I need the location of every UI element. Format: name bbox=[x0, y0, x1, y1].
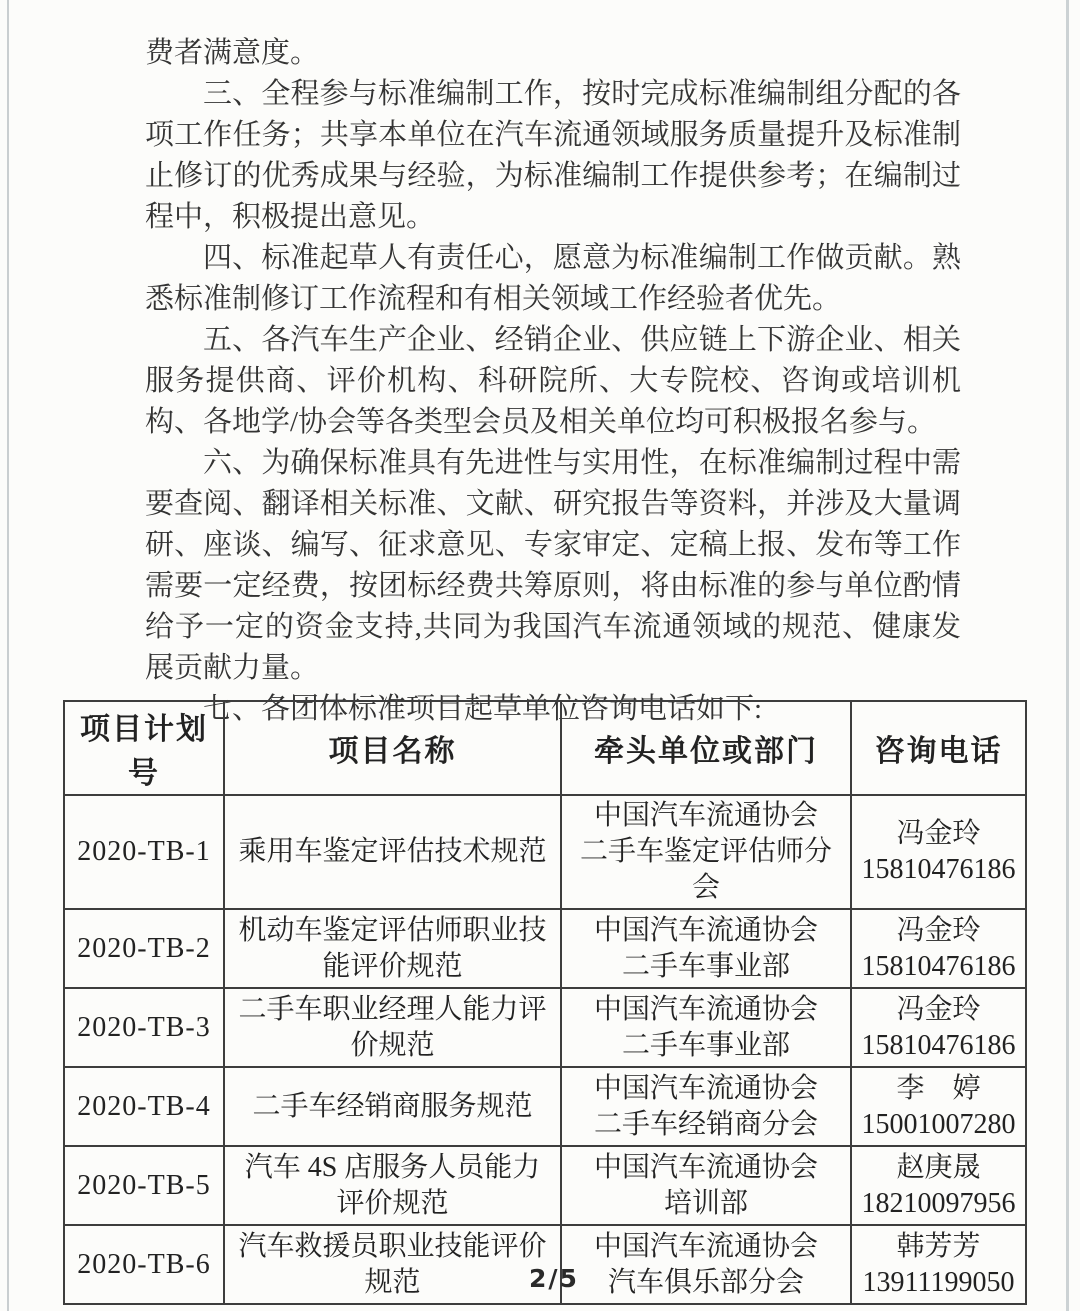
lead-unit-line2: 培训部 bbox=[663, 1187, 748, 1219]
contact-name: 冯金玲 bbox=[896, 993, 981, 1025]
cell-plan-no: 2020-TB-2 bbox=[64, 909, 224, 988]
paragraph-item-3: 三、全程参与标准编制工作，按时完成标准编制组分配的各项工作任务；共享本单位在汽车流通领域服务质量提升及标准制止修订的优秀成果与经验，为标准编制工作提供参考；在编制过程中，积极提出意见。 bbox=[145, 78, 961, 233]
cell-plan-no: 2020-TB-6 bbox=[64, 1225, 224, 1304]
cell-contact bbox=[851, 1067, 1026, 1146]
cell-plan-no: 2020-TB-1 bbox=[64, 795, 224, 909]
table-row bbox=[64, 909, 1026, 988]
lead-unit-line2: 二手车鉴定评估师分会 bbox=[579, 836, 832, 903]
lead-unit-line2: 二手车事业部 bbox=[621, 950, 790, 982]
contact-table-container bbox=[63, 700, 1025, 1305]
lead-unit-line1: 中国汽车流通协会 bbox=[593, 914, 818, 946]
contact-name: 冯金玲 bbox=[896, 914, 981, 946]
lead-unit-line1: 中国汽车流通协会 bbox=[593, 1072, 818, 1104]
cell-project-name: 二手车职业经理人能力评价规范 bbox=[224, 988, 561, 1067]
paragraph-item-7: 七、各团体标准项目起草单位咨询电话如下: bbox=[203, 693, 763, 725]
cell-contact bbox=[851, 988, 1026, 1067]
table-row bbox=[64, 795, 1026, 909]
table-row bbox=[64, 1067, 1026, 1146]
cell-project-name: 汽车 4S 店服务人员能力评价规范 bbox=[224, 1146, 561, 1225]
cell-lead-unit bbox=[561, 909, 851, 988]
page-number: 2/5 bbox=[529, 1264, 579, 1293]
cell-project-name: 乘用车鉴定评估技术规范 bbox=[224, 795, 561, 909]
cell-lead-unit bbox=[561, 1067, 851, 1146]
table-row bbox=[64, 1146, 1026, 1225]
table-header-contact-phone: 咨询电话 bbox=[851, 701, 1026, 795]
cell-plan-no: 2020-TB-4 bbox=[64, 1067, 224, 1146]
lead-unit-line1: 中国汽车流通协会 bbox=[593, 800, 818, 831]
contact-phone: 18210097956 bbox=[861, 1187, 1016, 1219]
cell-contact bbox=[851, 909, 1026, 988]
scan-edge-line-left bbox=[7, 0, 9, 1311]
table-row bbox=[64, 988, 1026, 1067]
lead-unit-line2: 汽车俱乐部分会 bbox=[607, 1266, 804, 1298]
cell-plan-no: 2020-TB-3 bbox=[64, 988, 224, 1067]
lead-unit-line2: 二手车事业部 bbox=[621, 1029, 790, 1061]
contact-phone: 13911199050 bbox=[862, 1266, 1015, 1298]
paragraph-item-4: 四、标准起草人有责任心，愿意为标准编制工作做贡献。熟悉标准制修订工作流程和有相关领域工作经验者优先。 bbox=[145, 242, 961, 315]
cell-plan-no: 2020-TB-5 bbox=[64, 1146, 224, 1225]
contact-name: 李 婷 bbox=[896, 1072, 981, 1104]
contact-name: 赵庚晟 bbox=[896, 1151, 981, 1183]
lead-unit-line1: 中国汽车流通协会 bbox=[593, 1151, 818, 1183]
paragraph-continuation: 费者满意度。 bbox=[145, 37, 320, 69]
cell-lead-unit bbox=[561, 988, 851, 1067]
contact-name: 冯金玲 bbox=[896, 818, 981, 849]
contact-phone: 15810476186 bbox=[861, 950, 1016, 982]
paragraph-item-5: 五、各汽车生产企业、经销企业、供应链上下游企业、相关服务提供商、评价机构、科研院所、大专院校、咨询或培训机构、各地学/协会等各类型会员及相关单位均可积极报名参与。 bbox=[145, 324, 961, 438]
cell-lead-unit bbox=[561, 795, 851, 909]
table-header-lead-unit: 牵头单位或部门 bbox=[561, 701, 851, 795]
cell-project-name: 机动车鉴定评估师职业技能评价规范 bbox=[224, 909, 561, 988]
cell-project-name: 二手车经销商服务规范 bbox=[224, 1067, 561, 1146]
contact-table bbox=[63, 700, 1027, 1305]
lead-unit-line1: 中国汽车流通协会 bbox=[593, 993, 818, 1025]
lead-unit-line1: 中国汽车流通协会 bbox=[593, 1230, 818, 1262]
cell-contact bbox=[851, 795, 1026, 909]
body-text-block bbox=[145, 33, 961, 730]
table-header-project-name: 项目名称 bbox=[224, 701, 561, 795]
lead-unit-line2: 二手车经销商分会 bbox=[593, 1108, 818, 1140]
cell-contact bbox=[851, 1146, 1026, 1225]
contact-phone: 15810476186 bbox=[861, 854, 1016, 885]
contact-phone: 15810476186 bbox=[861, 1029, 1016, 1061]
contact-phone: 15001007280 bbox=[861, 1108, 1016, 1140]
cell-lead-unit bbox=[561, 1146, 851, 1225]
table-header-row bbox=[64, 701, 1026, 795]
paragraph-item-6: 六、为确保标准具有先进性与实用性，在标准编制过程中需要查阅、翻译相关标准、文献、研究报告等资料，并涉及大量调研、座谈、编写、征求意见、专家审定、定稿上报、发布等工作需要一定经费，按团标经费共筹原则，将由标准的参与单位酌情给予一定的资金支持,共同为我国汽车流通领域的规范、健康发展贡献力量。 bbox=[145, 447, 961, 684]
scan-edge-line-right bbox=[1066, 0, 1069, 1311]
cell-project-name: 汽车救援员职业技能评价规范 bbox=[224, 1225, 561, 1304]
contact-name: 韩芳芳 bbox=[896, 1230, 981, 1262]
table-header-plan-no: 项目计划号 bbox=[64, 701, 224, 795]
